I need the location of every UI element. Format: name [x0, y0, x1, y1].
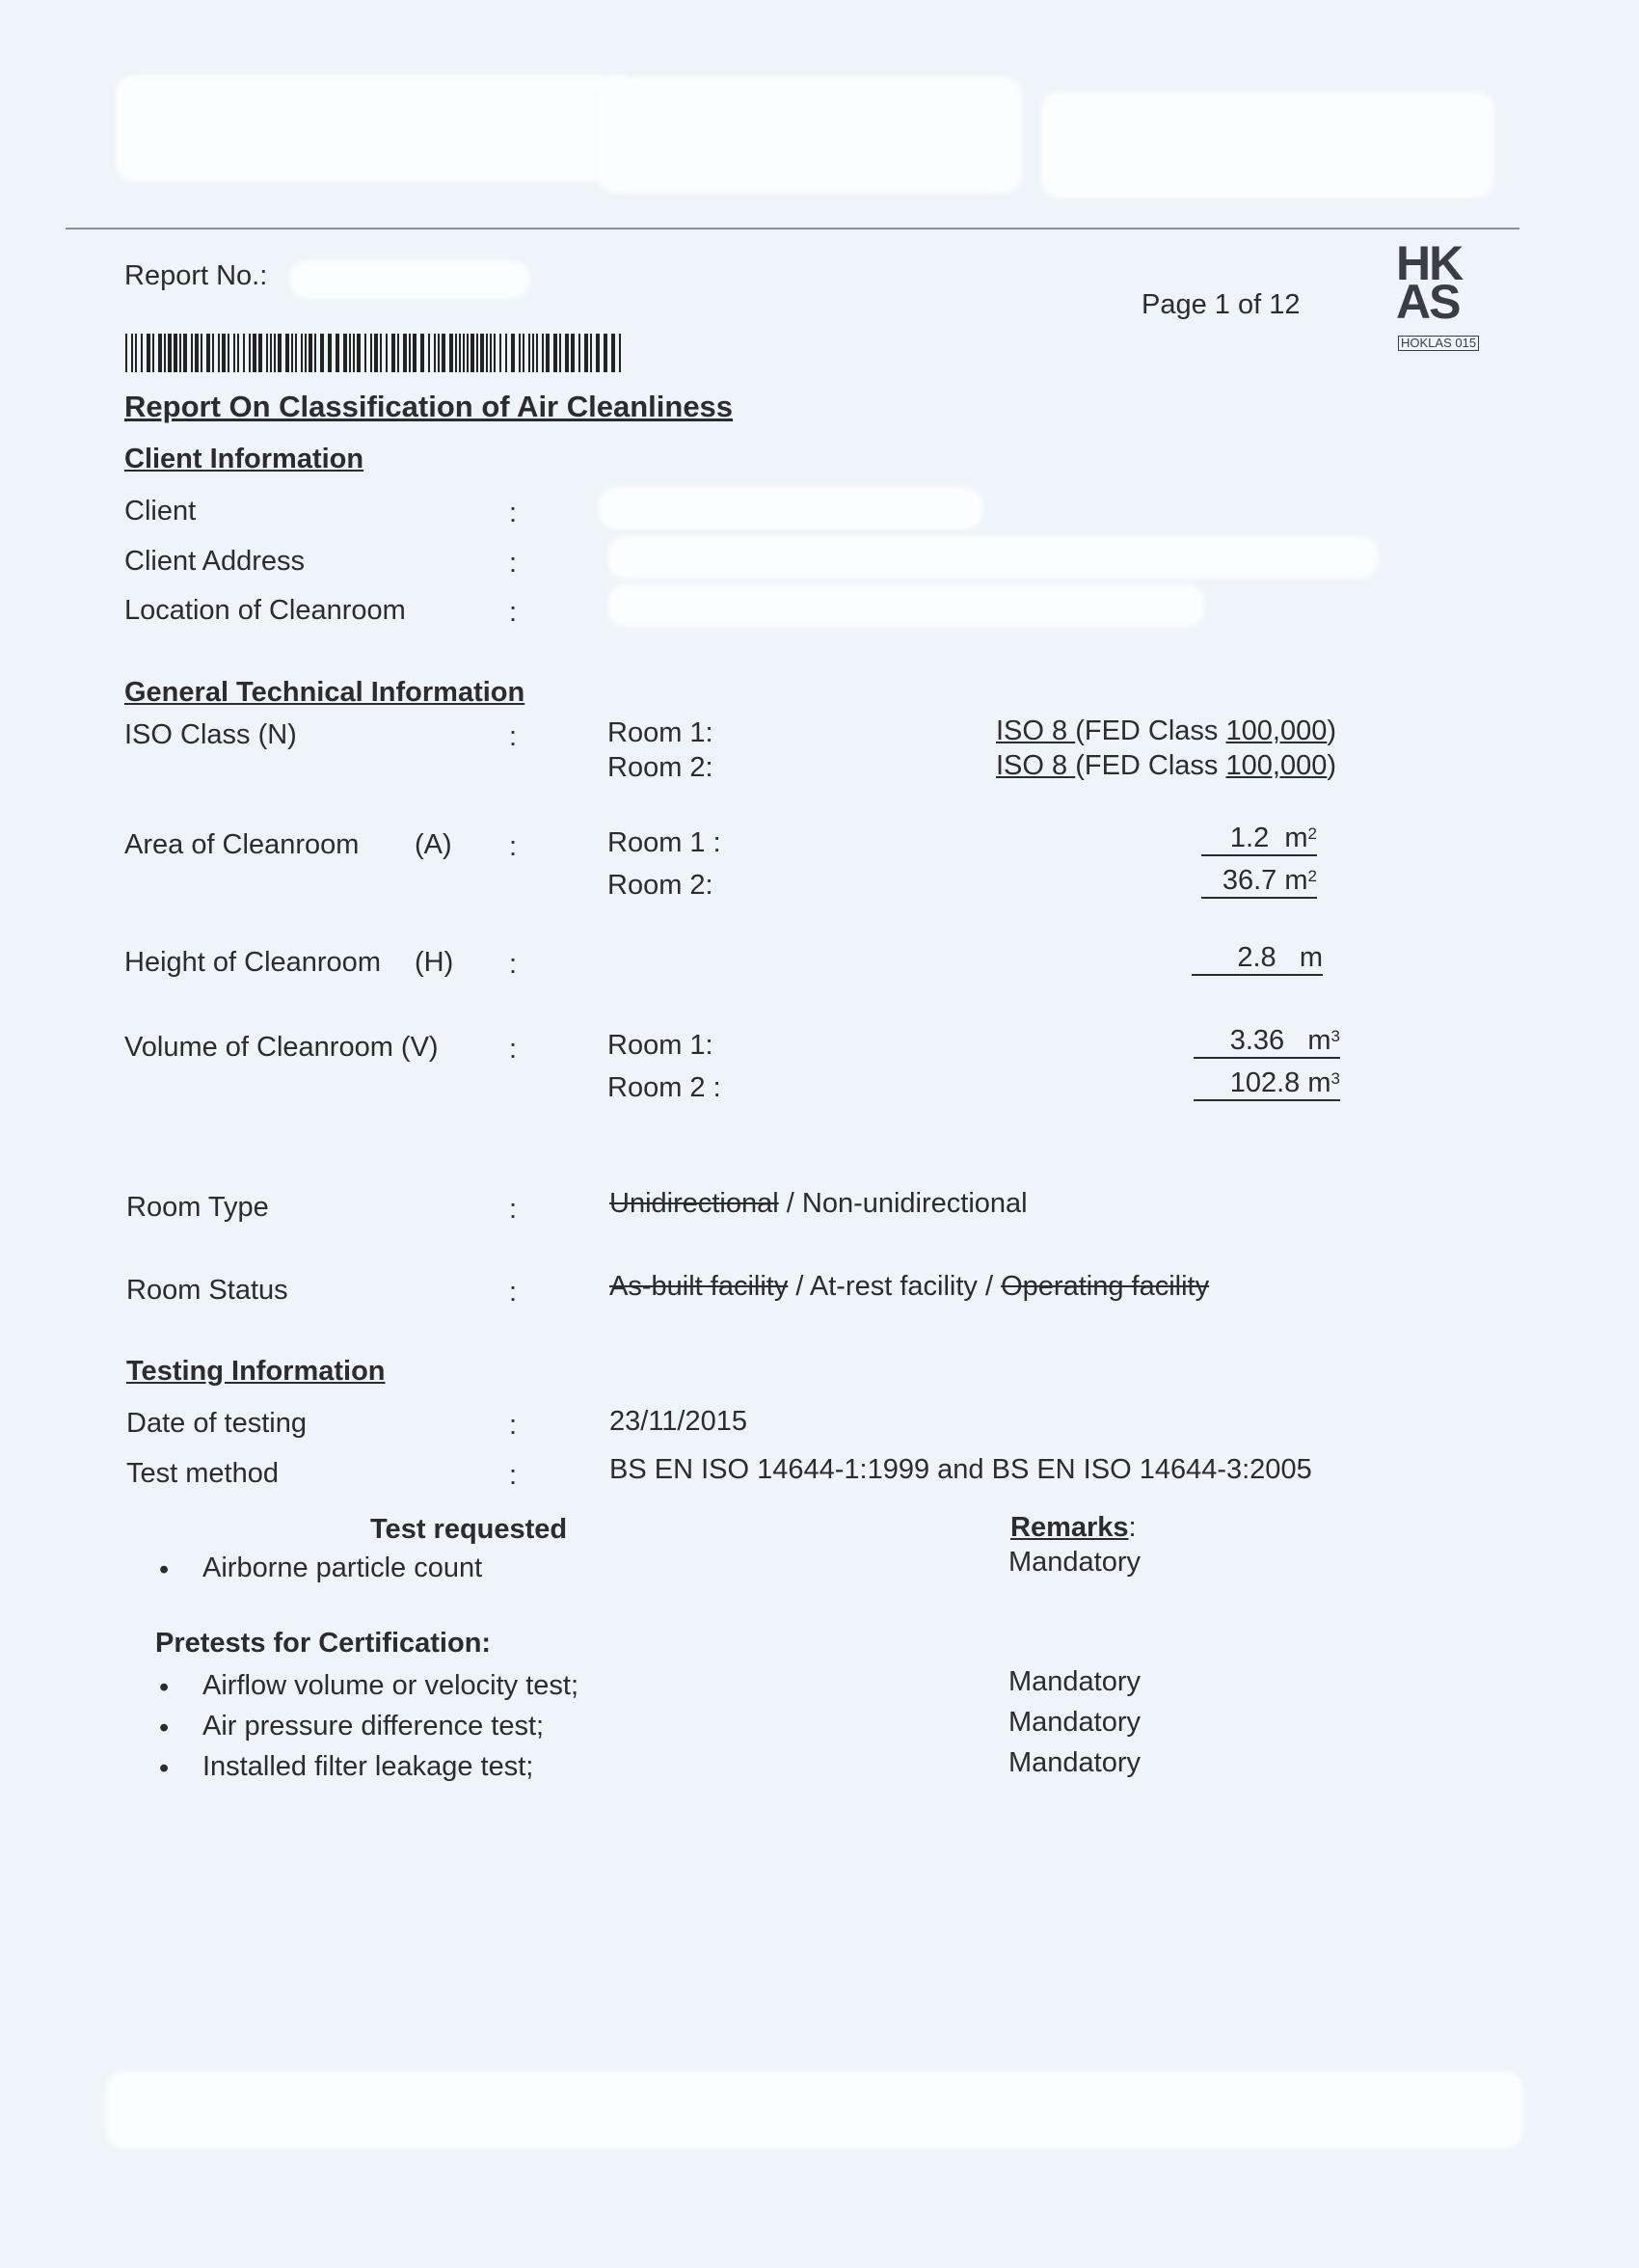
volume-label: Volume of Cleanroom (V) — [124, 1032, 439, 1063]
date-colon: : — [509, 1410, 518, 1441]
room-type-active: Non-unidirectional — [801, 1188, 1028, 1219]
pretest-item-2: Air pressure difference test; — [202, 1711, 545, 1742]
pretest-bullet-2: • — [159, 1713, 170, 1743]
client-address-label: Client Address — [124, 546, 305, 577]
iso-class-colon: : — [509, 721, 518, 752]
iso-class-label: ISO Class (N) — [124, 719, 297, 750]
area-room1-unit: m — [1284, 823, 1308, 853]
volume-colon: : — [509, 1034, 518, 1065]
volume-room1-label: Room 1: — [607, 1030, 713, 1061]
requested-remark: Mandatory — [1008, 1547, 1142, 1578]
client-address-colon: : — [509, 548, 518, 579]
header-rule — [66, 228, 1519, 230]
room-type-struck: Unidirectional — [609, 1188, 779, 1219]
location-colon: : — [509, 597, 518, 628]
pretest-remark-1: Mandatory — [1008, 1666, 1142, 1697]
redacted-location — [607, 584, 1205, 627]
room-status-active: At-rest facility — [809, 1271, 978, 1302]
height-label: Height of Cleanroom — [124, 947, 381, 978]
volume-room2-label: Room 2 : — [607, 1072, 721, 1103]
test-requested-heading: Test requested — [370, 1514, 568, 1545]
area-room1-exp: 2 — [1307, 824, 1317, 843]
redacted-header-center — [598, 77, 1022, 193]
iso-room2-value — [996, 748, 1336, 783]
testing-info-heading: Testing Information — [126, 1356, 386, 1387]
pretest-remark-3: Mandatory — [1008, 1747, 1142, 1778]
height-value — [1192, 941, 1323, 976]
height-unit: m — [1299, 942, 1323, 973]
area-room2-exp: 2 — [1307, 867, 1317, 885]
room-type-colon: : — [509, 1194, 518, 1225]
remarks-word: Remarks — [1010, 1512, 1129, 1543]
area-symbol: (A) — [415, 829, 452, 860]
room-status-colon: : — [509, 1277, 518, 1308]
room-status-struck1: As-built facility — [609, 1271, 789, 1302]
iso-room1-class: ISO 8 — [996, 716, 1076, 746]
remarks-heading — [1010, 1510, 1137, 1545]
room-status-label: Room Status — [126, 1275, 288, 1306]
location-label: Location of Cleanroom — [124, 595, 406, 626]
iso-room1-fed-num: 100,000 — [1225, 716, 1328, 746]
iso-room2-fed-num: 100,000 — [1225, 750, 1328, 781]
area-colon: : — [509, 831, 518, 862]
area-room1-label: Room 1 : — [607, 827, 721, 858]
logo-line2: AS — [1396, 275, 1460, 329]
area-room1-number: 1.2 — [1229, 823, 1270, 853]
client-label: Client — [124, 496, 197, 526]
iso-room2-fed: (FED Class — [1075, 750, 1226, 781]
height-number: 2.8 — [1237, 942, 1276, 973]
iso-room2-class: ISO 8 — [996, 750, 1076, 781]
report-title: Report On Classification of Air Cleanliness — [124, 390, 734, 423]
redacted-header-left — [116, 75, 636, 181]
volume-room1-value — [1194, 1024, 1340, 1059]
pretest-item-1: Airflow volume or velocity test; — [202, 1670, 579, 1701]
room-type-label: Room Type — [126, 1192, 269, 1223]
iso-room1-close: ) — [1327, 716, 1336, 746]
area-room2-value — [1201, 864, 1317, 899]
requested-item: Airborne particle count — [202, 1552, 483, 1583]
pretest-remark-2: Mandatory — [1008, 1707, 1142, 1738]
pretests-heading: Pretests for Certification: — [155, 1628, 492, 1659]
logo-small: HOKLAS 015 — [1398, 336, 1479, 351]
method-label: Test method — [126, 1458, 279, 1489]
accreditation-logo — [1396, 236, 1502, 364]
volume-room2-number: 102.8 — [1229, 1067, 1301, 1098]
height-symbol: (H) — [415, 947, 454, 978]
volume-room1-exp: 3 — [1330, 1027, 1340, 1045]
client-colon: : — [509, 498, 518, 528]
redacted-footer — [106, 2071, 1523, 2148]
volume-room2-unit: m — [1307, 1067, 1331, 1098]
method-value: BS EN ISO 14644-1:1999 and BS EN ISO 14644-3:2005 — [609, 1454, 1312, 1485]
redacted-report-no — [289, 260, 530, 299]
page-indicator: Page 1 of 12 — [1142, 289, 1301, 320]
logo-line1: HK — [1396, 236, 1463, 290]
date-label: Date of testing — [126, 1408, 307, 1439]
requested-bullet: • — [159, 1554, 170, 1585]
area-label: Area of Cleanroom — [124, 829, 360, 860]
volume-room2-exp: 3 — [1330, 1069, 1340, 1088]
date-value: 23/11/2015 — [609, 1406, 747, 1437]
remarks-colon: : — [1128, 1512, 1137, 1543]
volume-room2-value — [1194, 1066, 1340, 1101]
room-status-sep1: / — [788, 1271, 810, 1302]
height-colon: : — [509, 949, 518, 980]
pretest-item-3: Installed filter leakage test; — [202, 1751, 534, 1782]
iso-room1-value — [996, 714, 1336, 748]
general-info-heading: General Technical Information — [124, 677, 525, 708]
iso-room1-label: Room 1: — [607, 717, 713, 748]
volume-room1-unit: m — [1307, 1025, 1331, 1056]
iso-room2-close: ) — [1327, 750, 1336, 781]
pretest-bullet-1: • — [159, 1672, 170, 1703]
room-type-value — [609, 1186, 1028, 1221]
client-info-heading: Client Information — [124, 444, 364, 474]
iso-room2-label: Room 2: — [607, 752, 713, 783]
iso-room1-fed: (FED Class — [1075, 716, 1226, 746]
pretest-bullet-3: • — [159, 1753, 170, 1784]
report-no-label: Report No.: — [124, 260, 268, 291]
room-type-sep: / — [778, 1188, 802, 1219]
barcode — [125, 334, 623, 372]
redacted-client — [598, 487, 983, 529]
volume-room1-number: 3.36 — [1229, 1025, 1285, 1056]
redacted-client-address — [607, 536, 1379, 579]
area-room2-number: 36.7 — [1222, 865, 1277, 896]
redacted-header-right — [1041, 92, 1494, 198]
area-room2-unit: m — [1284, 865, 1308, 896]
area-room1-value — [1201, 822, 1317, 856]
room-status-value — [609, 1269, 1209, 1304]
room-status-struck2: Operating facility — [1001, 1271, 1210, 1302]
method-colon: : — [509, 1460, 518, 1491]
room-status-sep2: / — [977, 1271, 1002, 1302]
area-room2-label: Room 2: — [607, 870, 713, 901]
